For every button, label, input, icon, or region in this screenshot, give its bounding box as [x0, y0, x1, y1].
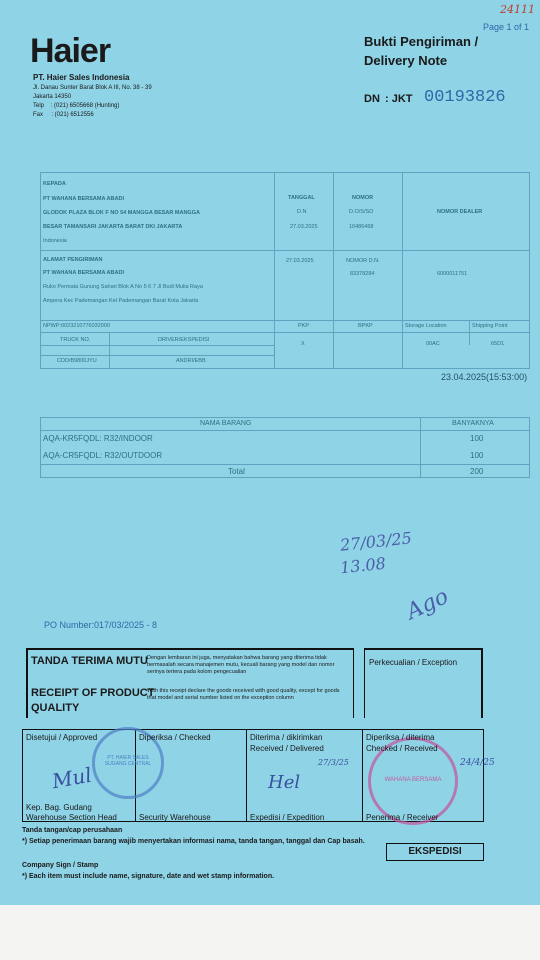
handwritten-initials: Ago [402, 584, 453, 625]
item-row-2-qty: 100 [470, 451, 484, 460]
truck-label: TRUCK NO. [60, 337, 91, 343]
receiver-label: Penerima / Receiver [366, 813, 439, 822]
handwritten-date: 27/03/25 [339, 528, 413, 555]
col-banyaknya: BANYAKNYA [452, 420, 494, 427]
company-phone: Telp : (021) 6505668 (Hunting) [33, 103, 120, 109]
checked-received-label-1: Diperiksa / diterima [366, 733, 435, 742]
company-address-2: Jakarta 14350 [33, 94, 72, 100]
received-label-1: Diterima / dikirimkan [250, 733, 323, 742]
signature-date-expedition: 27/3/25 [318, 758, 349, 767]
warehouse-head-label-1: Kep. Bag. Gudang [26, 803, 92, 812]
kepada-label: KEPADA [43, 181, 66, 187]
doc-title-2: Delivery Note [364, 53, 448, 68]
checked-received-label-2: Checked / Received [366, 744, 438, 753]
tanggal-label: TANGGAL [288, 195, 315, 201]
stamp-left-text: PT. HAIER SALES SUGANG CENTRAL [104, 755, 152, 767]
driver-value: ANDRI/EBB [176, 358, 206, 364]
tanggal-sub: D.N [297, 209, 307, 215]
item-row-1-qty: 100 [470, 434, 484, 443]
recipient-address-1: GLODOK PLAZA BLOK F NO 54 MANGGA BESAR MANGGA [43, 210, 200, 216]
tanggal-value: 27.03.2025 [290, 224, 318, 230]
dn-prefix: : JKT [385, 93, 413, 105]
nomor-dealer-label: NOMOR DEALER [437, 209, 483, 215]
total-label: Total [228, 467, 245, 476]
company-fax: Fax : (021) 6512556 [33, 112, 94, 118]
ship-address-2: Ampera Kec Pademangan Kel Pademangan Barat Kota Jakarta [43, 298, 199, 304]
footer-sign-title: Company Sign / Stamp [22, 862, 99, 869]
pkp-label: PKP [298, 323, 310, 329]
signature-date-receiver: 24/4/25 [460, 758, 495, 768]
handwritten-time: 13.08 [339, 553, 387, 578]
bpkp-label: BPKP [358, 323, 373, 329]
receipt-text-en: With this receipt declare the goods received with good quality, except for goods that model and serial number listed on the exception column [147, 688, 340, 701]
po-number: PO Number:017/03/2025 - 8 [44, 620, 158, 630]
nomor-sub: D.O/S/SO [349, 209, 374, 215]
item-row-1-name: AQA-KR5FQDL: R32/INDOOR [43, 434, 153, 443]
shipping-label: Shipping Point [472, 323, 508, 329]
dealer-value: 6000011751 [437, 271, 468, 277]
delivery-date: 27.03.2025 [286, 258, 314, 264]
nomor-value: 10486468 [349, 224, 374, 230]
doc-title-1: Bukti Pengiriman / [364, 34, 479, 49]
haier-logo: Haier [30, 32, 111, 70]
print-timestamp: 23.04.2025(15:53:00) [441, 372, 528, 382]
exception-label: Perkecualian / Exception [369, 658, 458, 667]
receipt-title-id: TANDA TERIMA MUTU [31, 655, 148, 667]
alamat-label: ALAMAT PENGIRIMAN [43, 257, 103, 263]
driver-label: DRIVER/EKSPEDISI [158, 337, 210, 343]
nomor-label: NOMOR [352, 195, 374, 201]
warehouse-head-label-2: Warehouse Section Head [26, 813, 117, 822]
checked-label: Diperiksa / Checked [139, 733, 211, 742]
receipt-title-en-2: QUALITY [31, 702, 80, 714]
ship-address-1: Ruko Permata Gunung Sahari Blok A No 5 6 7 Jl Budi Mulia Raya [43, 284, 203, 290]
ship-name: PT WAHANA BERSAMA ABADI [43, 270, 124, 276]
truck-value: CDD/B9800JYU [57, 358, 97, 364]
company-address-1: Jl. Danau Sunter Barat Blok A III, No. 38 - 39 [33, 85, 152, 91]
recipient-address-3: Indonesia [43, 238, 67, 244]
recipient-address-2: BESAR TAMANSARI JAKARTA BARAT DKI JAKARTA [43, 224, 183, 230]
shipping-value: 65D1 [491, 341, 505, 347]
receipt-title-en-1: RECEIPT OF PRODUCT [31, 687, 155, 699]
nomor-dn-label: NOMOR D.N. [346, 258, 380, 264]
signature-expedition: Hel [268, 772, 301, 793]
received-label-2: Received / Delivered [250, 744, 324, 753]
pkp-value: X [301, 341, 305, 347]
signature-warehouse: Mul [50, 762, 94, 794]
stamp-right-text: WAHANA BERSAMA [384, 777, 442, 783]
storage-value: 00AC [426, 341, 440, 347]
item-row-2-name: AQA-CR5FQDL: R32/OUTDOOR [43, 451, 163, 460]
footer-note-2: *) Each item must include name, signature, date and wet stamp information. [22, 873, 275, 880]
dn-label: DN [364, 93, 380, 105]
company-name: PT. Haier Sales Indonesia [33, 73, 130, 82]
nomor-dn-value: 83378284 [350, 271, 375, 277]
expedition-label: Expedisi / Expedition [250, 813, 325, 822]
approved-label: Disetujui / Approved [26, 733, 98, 742]
npwp: NPWP:0023210776032000 [43, 323, 110, 329]
col-nama-barang: NAMA BARANG [200, 420, 252, 427]
handwritten-number: 24111 [500, 3, 535, 16]
page-label: Page 1 of 1 [483, 22, 530, 32]
recipient-name: PT WAHANA BERSAMA ABADI [43, 196, 124, 202]
security-label: Security Warehouse [139, 813, 211, 822]
ekspedisi-box: EKSPEDISI [386, 843, 484, 861]
storage-label: Storage Location [405, 323, 447, 329]
receipt-text-id: Dengan lembaran ini juga, menyatakan bahwa barang yang diterima tidak bermasalah secara manajemen mutu, kecuali barang yang model dan nomor serinya tertera pada kolom pengecualian [147, 655, 335, 675]
dn-number: 00193826 [424, 88, 506, 107]
footer-note-1: *) Setiap penerimaan barang wajib menyertakan informasi nama, tanda tangan, tanggal dan Cap basah. [22, 838, 365, 845]
footer-note-title: Tanda tangan/cap perusahaan [22, 827, 123, 834]
total-value: 200 [470, 467, 484, 476]
